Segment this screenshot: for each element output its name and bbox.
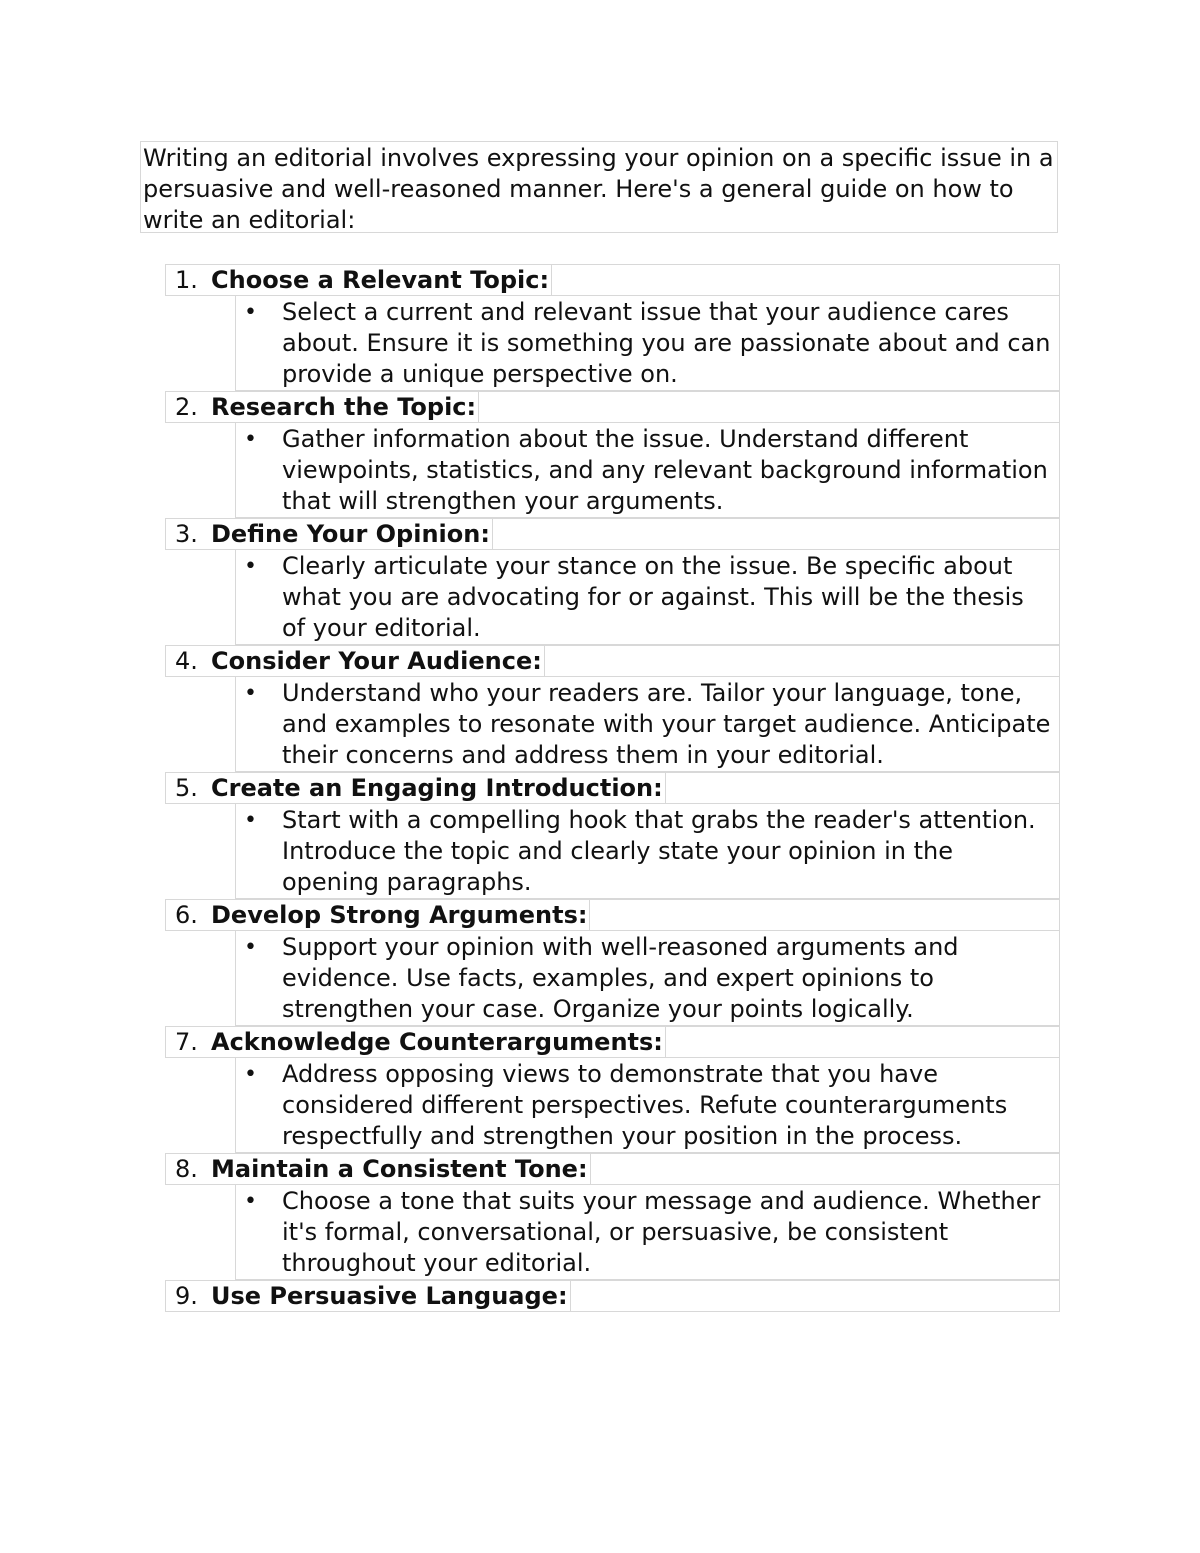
bullet-icon: • bbox=[244, 554, 257, 579]
item-text: Support your opinion with well-reasoned arguments and evidence. Use facts, examples, and expert opinions to strengthen your case. Organize your points logically. bbox=[282, 933, 959, 1023]
bullet-icon: • bbox=[244, 681, 257, 706]
item-description bbox=[235, 296, 1060, 391]
item-heading bbox=[165, 391, 1060, 423]
item-title: Create an Engaging Introduction: bbox=[211, 773, 666, 803]
item-text: Choose a tone that suits your message and audience. Whether it's formal, conversational, or persuasive, be consistent throughout your editorial. bbox=[282, 1187, 1041, 1277]
list-item bbox=[165, 1153, 1060, 1280]
bullet-icon: • bbox=[244, 1189, 257, 1214]
item-heading bbox=[165, 1280, 1060, 1312]
numbered-list bbox=[165, 264, 1060, 1312]
item-description bbox=[235, 550, 1060, 645]
item-title: Research the Topic: bbox=[211, 392, 479, 422]
item-description bbox=[235, 1185, 1060, 1280]
item-heading bbox=[165, 772, 1060, 804]
item-number: 3. bbox=[175, 520, 198, 548]
item-heading bbox=[165, 1153, 1060, 1185]
item-text: Select a current and relevant issue that your audience cares about. Ensure it is something you are passionate about and can provide a unique perspective on. bbox=[282, 298, 1051, 388]
item-title: Acknowledge Counterarguments: bbox=[211, 1027, 666, 1057]
item-text: Start with a compelling hook that grabs the reader's attention. Introduce the topic and clearly state your opinion in the opening paragraphs. bbox=[282, 806, 1036, 896]
item-text: Clearly articulate your stance on the issue. Be specific about what you are advocating for or against. This will be the thesis of your editorial. bbox=[282, 552, 1024, 642]
list-item bbox=[165, 899, 1060, 1026]
intro-paragraph: Writing an editorial involves expressing your opinion on a specific issue in a persuasive and well-reasoned manner. Here's a general guide on how to write an editorial: bbox=[140, 141, 1058, 233]
bullet-icon: • bbox=[244, 427, 257, 452]
item-heading bbox=[165, 518, 1060, 550]
bullet-icon: • bbox=[244, 300, 257, 325]
item-text: Gather information about the issue. Understand different viewpoints, statistics, and any relevant background information that will strengthen your arguments. bbox=[282, 425, 1048, 515]
item-title: Define Your Opinion: bbox=[211, 519, 493, 549]
item-number: 7. bbox=[175, 1028, 198, 1056]
item-description bbox=[235, 931, 1060, 1026]
bullet-icon: • bbox=[244, 935, 257, 960]
item-title: Consider Your Audience: bbox=[211, 646, 545, 676]
item-title: Use Persuasive Language: bbox=[211, 1281, 571, 1311]
list-item bbox=[165, 772, 1060, 899]
item-text: Understand who your readers are. Tailor your language, tone, and examples to resonate with your target audience. Anticipate their concerns and address them in your editorial. bbox=[282, 679, 1051, 769]
bullet-icon: • bbox=[244, 1062, 257, 1087]
item-heading bbox=[165, 645, 1060, 677]
item-heading bbox=[165, 264, 1060, 296]
item-title: Maintain a Consistent Tone: bbox=[211, 1154, 591, 1184]
item-title: Choose a Relevant Topic: bbox=[211, 265, 552, 295]
list-item bbox=[165, 518, 1060, 645]
item-number: 5. bbox=[175, 774, 198, 802]
item-heading bbox=[165, 899, 1060, 931]
item-title: Develop Strong Arguments: bbox=[211, 900, 590, 930]
bullet-icon: • bbox=[244, 808, 257, 833]
item-number: 4. bbox=[175, 647, 198, 675]
item-description bbox=[235, 423, 1060, 518]
list-item bbox=[165, 264, 1060, 391]
item-number: 8. bbox=[175, 1155, 198, 1183]
list-item bbox=[165, 391, 1060, 518]
item-number: 1. bbox=[175, 266, 198, 294]
item-number: 6. bbox=[175, 901, 198, 929]
item-description bbox=[235, 804, 1060, 899]
list-item bbox=[165, 1026, 1060, 1153]
item-text: Address opposing views to demonstrate that you have considered different perspectives. Refute counterarguments respectfully and strengthen your position in the process. bbox=[282, 1060, 1008, 1150]
item-heading bbox=[165, 1026, 1060, 1058]
item-description bbox=[235, 677, 1060, 772]
item-description bbox=[235, 1058, 1060, 1153]
list-item bbox=[165, 645, 1060, 772]
list-item bbox=[165, 1280, 1060, 1312]
item-number: 2. bbox=[175, 393, 198, 421]
item-number: 9. bbox=[175, 1282, 198, 1310]
